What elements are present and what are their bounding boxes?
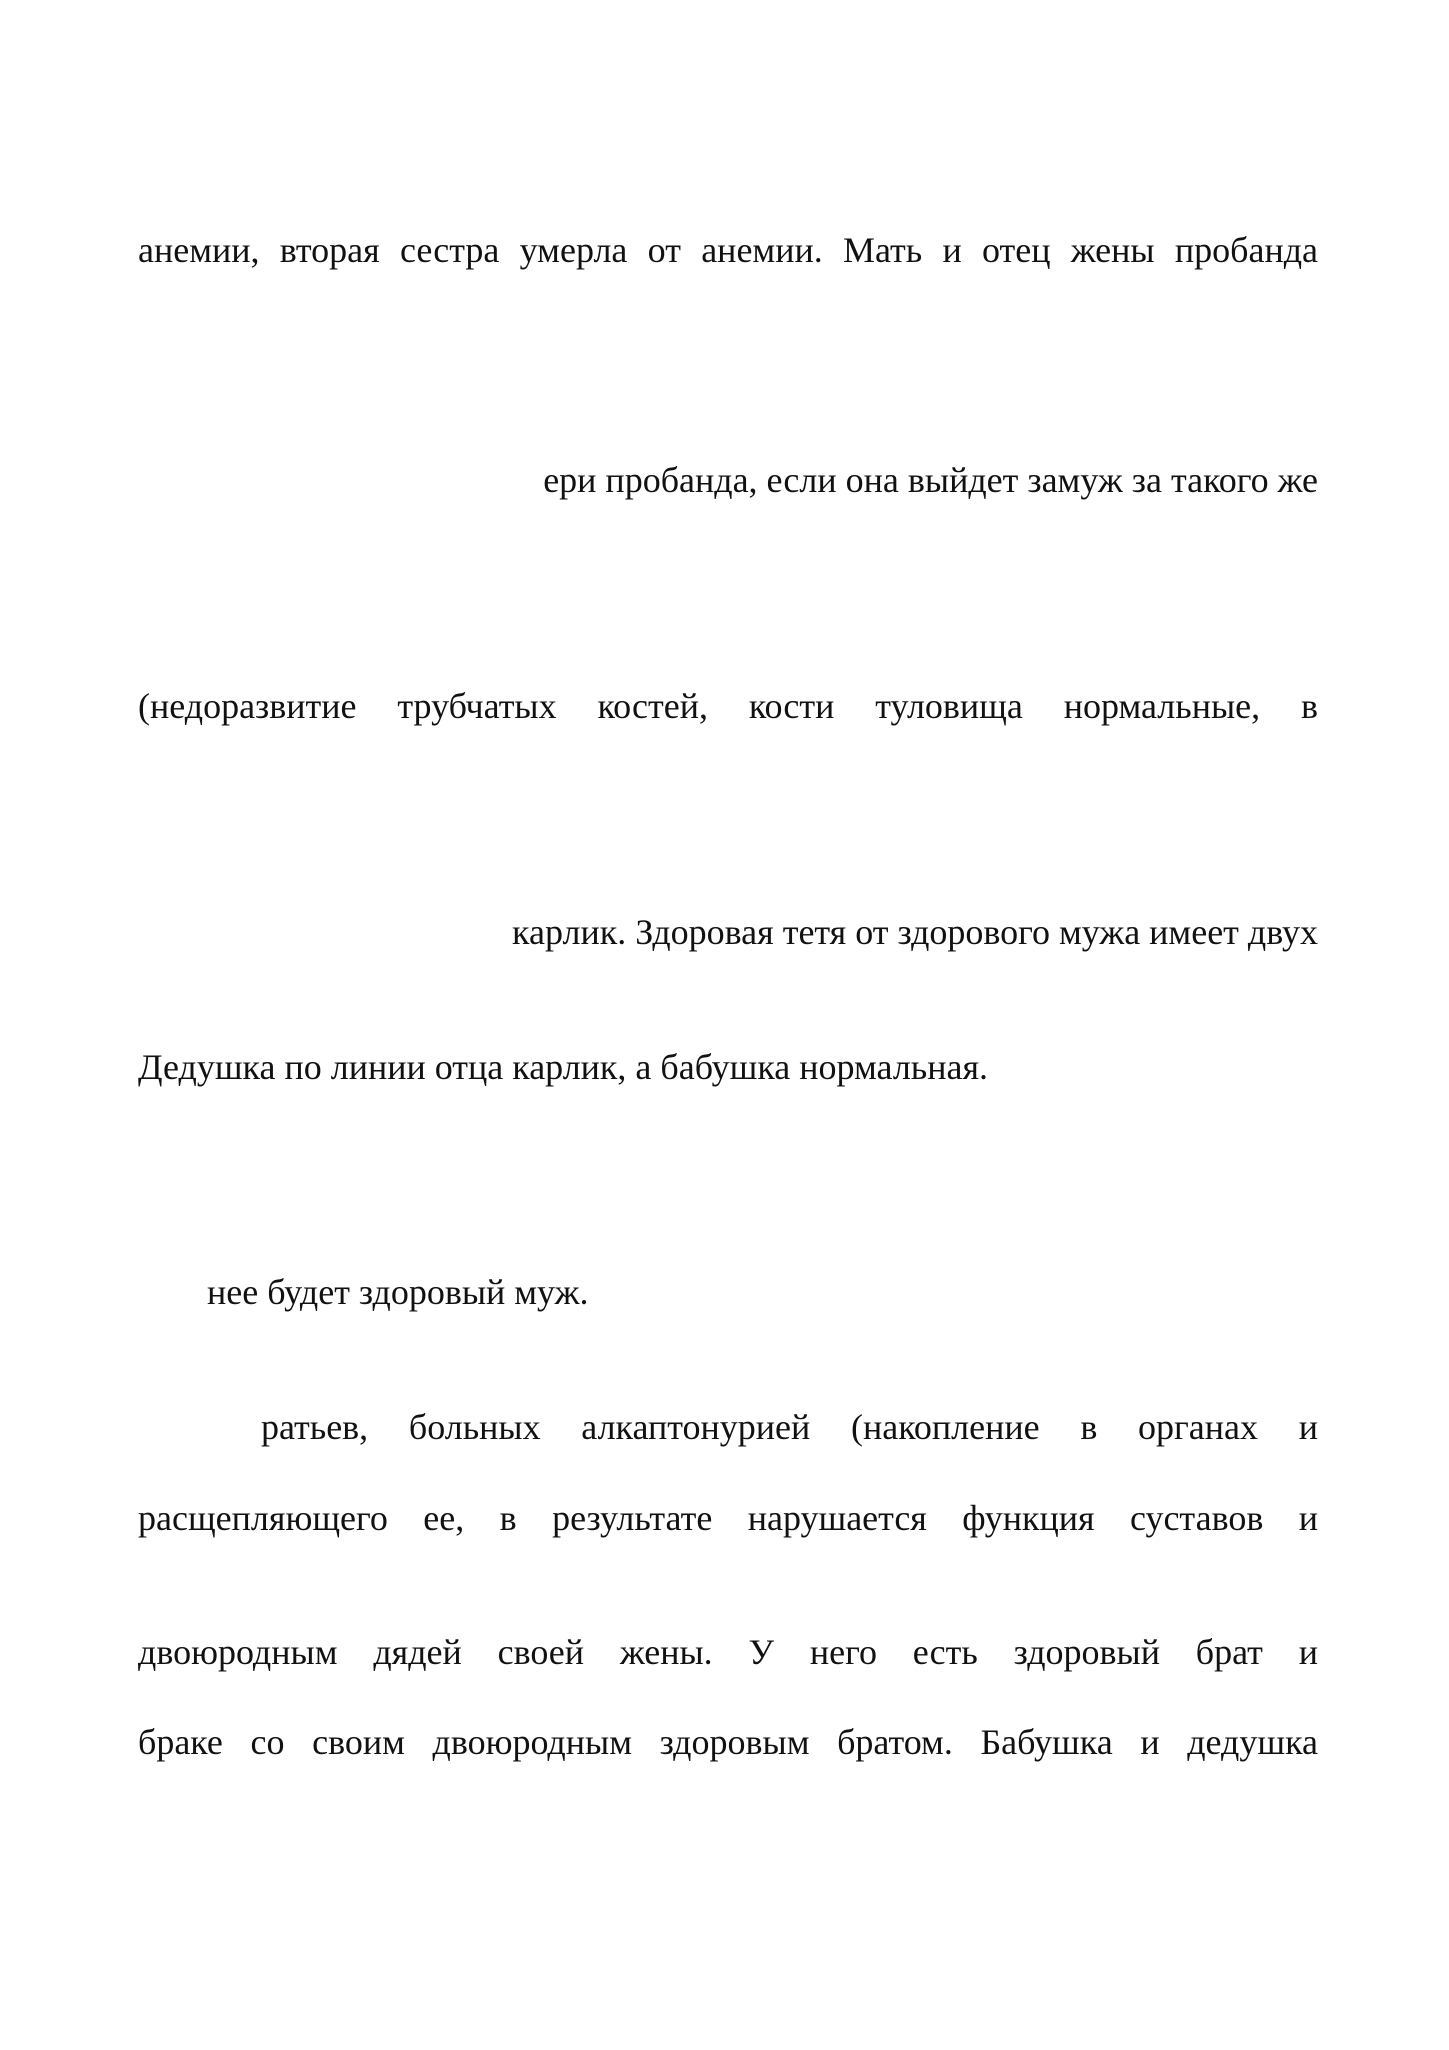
text-line-6: нее будет здоровый муж. [207, 1272, 589, 1312]
text-line-2: ери пробанда, если она выйдет замуж за такого же [543, 460, 1318, 500]
text-line-7: ратьев, больных алкаптонурией (накопление в органах и [261, 1407, 1318, 1447]
text-line-10: браке со своим двоюродным здоровым братом. Бабушка и дедушка [138, 1722, 1318, 1762]
text-line-1: анемии, вторая сестра умерла от анемии. Мать и отец жены пробанда [138, 230, 1318, 270]
text-line-3: (недоразвитие трубчатых костей, кости туловища нормальные, в [138, 686, 1318, 726]
text-line-9: двоюродным дядей своей жены. У него есть здоровый брат и [138, 1632, 1318, 1672]
text-line-4: карлик. Здоровая тетя от здорового мужа имеет двух [512, 912, 1318, 952]
text-line-5: Дедушка по линии отца карлик, а бабушка нормальная. [138, 1047, 989, 1087]
text-line-8: расщепляющего ее, в результате нарушается функция суставов и [138, 1498, 1318, 1538]
